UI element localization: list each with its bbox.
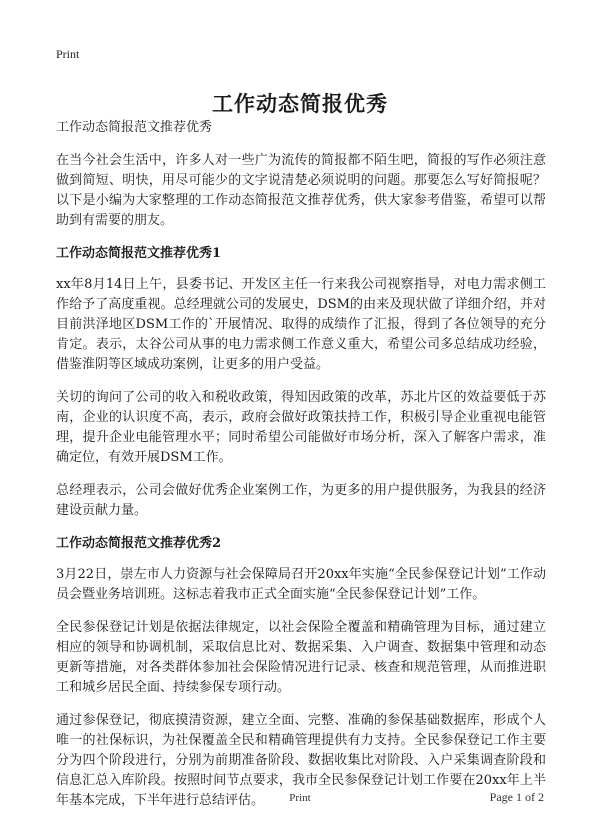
section-paragraph: 关切的询问了公司的收入和税收政策，得知因政策的改革，苏北片区的效益要低于苏南，企业的认识度不高，表示，政府会做好政策扶持工作，积极引导企业重视电能管理，提升企业电能管理水平；同时希望公司能做好市场分析，深入了解客户需求，准确定位，有效开展DSM工作。: [56, 390, 546, 465]
section-paragraph: 全民参保登记计划是依据法律规定，以社会保险全覆盖和精确管理为目标，通过建立相应的领导和协调机制，采取信息比对、数据采集、入户调查、数据集中管理和动态更新等措施，对各类群体参加社会保险情况进行记录、核查和规范管理，从而推进职工和城乡居民全面、持续参保专项行动。: [56, 620, 546, 695]
section-heading: 工作动态简报范文推荐优秀2: [56, 536, 222, 551]
intro-paragraph: 在当今社会生活中，许多人对一些广为流传的简报都不陌生吧，简报的写作必须注意做到简短、明快，用尽可能少的文字说清楚必须说明的问题。那要怎么写好简报呢？以下是小编为大家整理的工作动态简报范文推荐优秀，供大家参考借鉴，希望可以帮助到有需要的朋友。: [56, 153, 546, 228]
section-paragraph: xx年8月14日上午，县委书记、开发区主任一行来我公司视察指导，对电力需求侧工作给予了高度重视。总经理就公司的发展史，DSM的由来及现状做了详细介绍，并对目前洪泽地区DSM工作的`开展情况、取得的成绩作了汇报，得到了各位领导的充分肯定。表示，太谷公司从事的电力需求侧工作意义重大，希望公司多总结成功经验，借鉴淮阴等区域成功案例，让更多的用户受益。: [56, 277, 546, 372]
document-body: [56, 118, 546, 824]
document-subtitle: 工作动态简报范文推荐优秀: [56, 120, 213, 135]
section-paragraph: 3月22日，崇左市人力资源与社会保障局召开20xx年实施“全民参保登记计划”工作动员会暨业务培训班。这标志着我市正式全面实施“全民参保登记计划”工作。: [56, 567, 546, 602]
section-heading: 工作动态简报范文推荐优秀1: [56, 246, 222, 261]
print-header-label: Print: [56, 47, 80, 61]
section-2: [56, 534, 546, 811]
section-paragraph: 通过参保登记，彻底摸清资源，建立全面、完整、准确的参保基础数据库，形成个人唯一的社保标识，为社保覆盖全民和精确管理提供有力支持。全民参保登记工作主要分为四个阶段进行，分别为前期准备阶段、数据收集比对阶段、入户采集调查阶段和信息汇总入库阶段。按照时间节点要求，我市全民参保登记计划工作要在20xx年上半年基本完成，下半年进行总结评估。: [56, 713, 546, 808]
page-number: Page 1 of 2: [489, 790, 544, 804]
section-1: [56, 244, 546, 521]
page-title: 工作动态简报优秀: [212, 91, 388, 117]
print-footer-label: Print: [289, 792, 311, 804]
section-paragraph: 总经理表示，公司会做好优秀企业案例工作，为更多的用户提供服务，为我县的经济建设贡献力量。: [56, 483, 546, 518]
